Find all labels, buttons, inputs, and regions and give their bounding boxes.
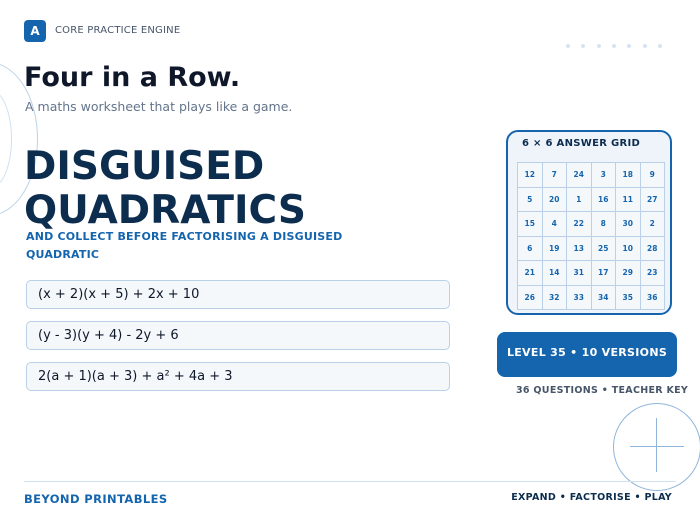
- level-button[interactable]: LEVEL 35 • 10 VERSIONS: [497, 332, 677, 377]
- answer-grid: [517, 162, 665, 310]
- answer-grid-cell[interactable]: 20: [543, 188, 567, 212]
- question-item: 2(a + 1)(a + 3) + a² + 4a + 3: [26, 362, 450, 391]
- answer-grid-cell[interactable]: 17: [592, 261, 616, 285]
- answer-grid-cell[interactable]: 34: [592, 286, 616, 310]
- footer-divider: [24, 481, 676, 482]
- answer-grid-cell[interactable]: 3: [592, 163, 616, 187]
- answer-grid-title: 6 × 6 ANSWER GRID: [522, 138, 641, 149]
- answer-grid-cell[interactable]: 28: [641, 237, 665, 261]
- page-subtitle: A maths worksheet that plays like a game.: [25, 99, 293, 114]
- answer-grid-cell[interactable]: 5: [518, 188, 542, 212]
- answer-grid-cell[interactable]: 24: [567, 163, 591, 187]
- plus-decoration-icon: [630, 446, 684, 447]
- answer-grid-cell[interactable]: 2: [641, 212, 665, 236]
- answer-grid-cell[interactable]: 32: [543, 286, 567, 310]
- question-item: (x + 2)(x + 5) + 2x + 10: [26, 280, 450, 309]
- answer-grid-cell[interactable]: 30: [616, 212, 640, 236]
- answer-grid-cell[interactable]: 19: [543, 237, 567, 261]
- answer-grid-cell[interactable]: 29: [616, 261, 640, 285]
- answer-grid-cell[interactable]: 22: [567, 212, 591, 236]
- question-item: (y - 3)(y + 4) - 2y + 6: [26, 321, 450, 350]
- answer-grid-cell[interactable]: 12: [518, 163, 542, 187]
- question-list: [26, 280, 450, 403]
- footer-tagline: EXPAND • FACTORISE • PLAY: [511, 492, 672, 503]
- brand-name: CORE PRACTICE ENGINE: [55, 25, 181, 36]
- answer-grid-cell[interactable]: 33: [567, 286, 591, 310]
- answer-grid-cell[interactable]: 10: [616, 237, 640, 261]
- answer-grid-cell[interactable]: 21: [518, 261, 542, 285]
- answer-grid-cell[interactable]: 23: [641, 261, 665, 285]
- topic-subtitle: AND COLLECT BEFORE FACTORISING A DISGUISED QUADRATIC: [26, 230, 343, 261]
- topic-title: DISGUISED QUADRATICS: [24, 144, 306, 233]
- answer-grid-cell[interactable]: 25: [592, 237, 616, 261]
- answer-grid-cell[interactable]: 8: [592, 212, 616, 236]
- answer-grid-cell[interactable]: 31: [567, 261, 591, 285]
- answer-grid-cell[interactable]: 35: [616, 286, 640, 310]
- brand-logo-icon: A: [24, 20, 46, 42]
- answer-grid-cell[interactable]: 15: [518, 212, 542, 236]
- answer-grid-cell[interactable]: 13: [567, 237, 591, 261]
- answer-grid-cell[interactable]: 9: [641, 163, 665, 187]
- answer-grid-cell[interactable]: 11: [616, 188, 640, 212]
- answer-grid-cell[interactable]: 4: [543, 212, 567, 236]
- answer-grid-cell[interactable]: 36: [641, 286, 665, 310]
- answer-grid-cell[interactable]: 1: [567, 188, 591, 212]
- answer-grid-card: [506, 130, 672, 315]
- answer-grid-cell[interactable]: 26: [518, 286, 542, 310]
- answer-grid-cell[interactable]: 7: [543, 163, 567, 187]
- level-meta: 36 QUESTIONS • TEACHER KEY: [516, 385, 689, 396]
- answer-grid-cell[interactable]: 14: [543, 261, 567, 285]
- footer-brand: BEYOND PRINTABLES: [24, 492, 168, 506]
- answer-grid-cell[interactable]: 27: [641, 188, 665, 212]
- answer-grid-cell[interactable]: 6: [518, 237, 542, 261]
- answer-grid-cell[interactable]: 18: [616, 163, 640, 187]
- decorative-dots: [566, 44, 662, 52]
- page-title: Four in a Row.: [24, 62, 241, 93]
- answer-grid-cell[interactable]: 16: [592, 188, 616, 212]
- plus-decoration-icon-vertical: [656, 418, 657, 472]
